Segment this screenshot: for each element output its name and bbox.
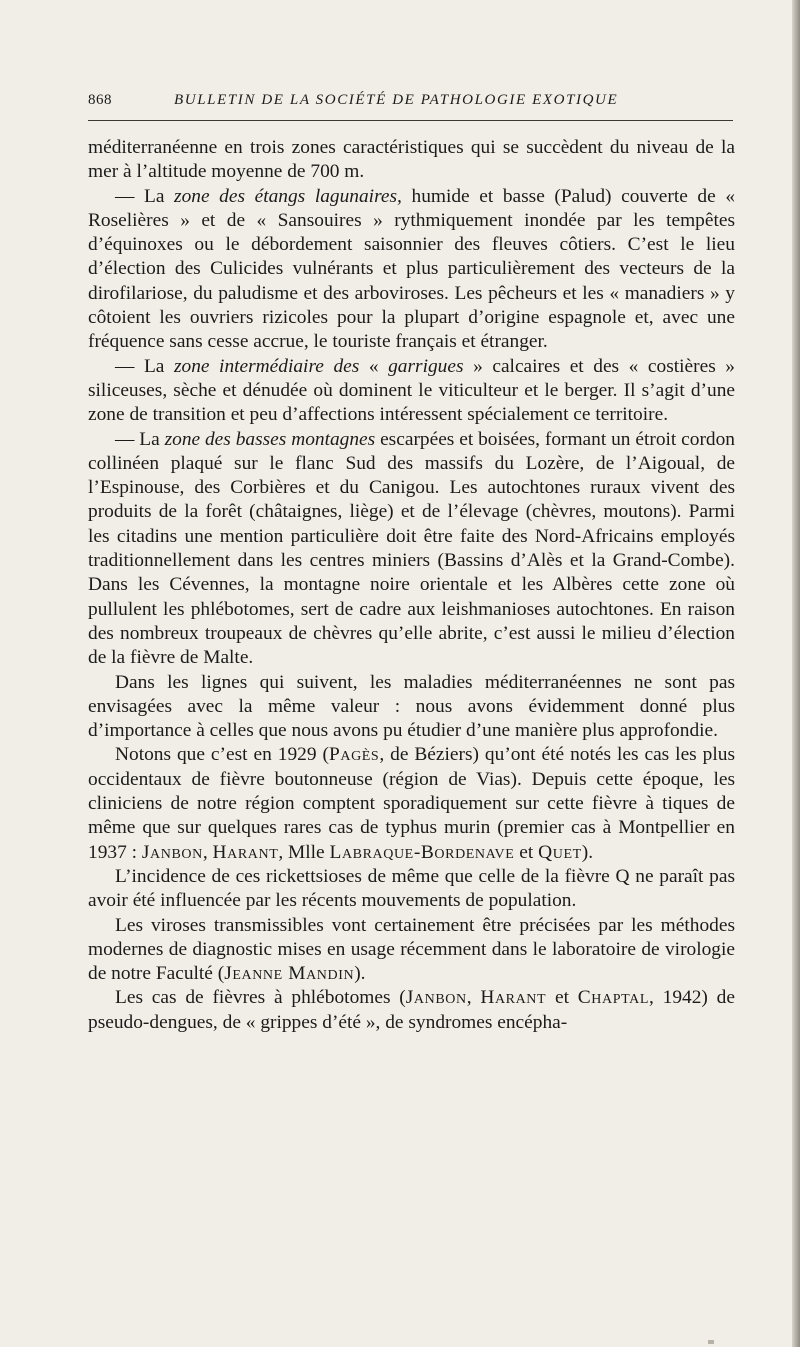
author-name: Labraque-Bordenave	[329, 841, 515, 863]
author-name: Quet	[538, 841, 582, 863]
paragraph-3-text: » calcaires et des « costières » siliceuses, sèche et dénudée où dominent le viticulteur et le berger. Il s’agit d’une zone de transition et peu d’affections intéressent spécialement ce territoire.	[88, 355, 735, 426]
text-run: , de Béziers) qu’ont été notés les cas les plus occidentaux de fièvre boutonneuse (région de Vias). Depuis cette époque, les cliniciens de notre région comptent sporadiquement sur cette fièvre à tiques de même que sur quelques rares cas de typhus murin (premier cas à Montpellier en 1937 :	[88, 744, 736, 863]
page-number: 868	[88, 92, 112, 108]
page-header	[88, 92, 733, 118]
author-name: Chaptal	[577, 987, 649, 1009]
text-run: ).	[581, 841, 594, 863]
text-run: ).	[354, 963, 366, 985]
author-name: Janbon	[405, 987, 467, 1009]
paragraph-4-mountain-zone	[88, 428, 735, 671]
paragraph-2-text: humide et basse (Palud) couverte de « Roselières » et de « Sansouires » rythmiquement inondée par les tempêtes d’équinoxes ou le débordement saisonnier des fleuves côtiers. C’est le lieu d’élection des Culicides vulnérants et plus particulièrement des vecteurs de la dirofilariose, du paludisme et des arboviroses. Les pêcheurs et les « manadiers » y côtoient les ouvriers rizicoles pour la plupart d’origine espagnole et, avec une fréquence sans cesse accrue, le touriste français et étranger.	[88, 185, 736, 353]
text-run: , 1942) de pseudo-dengues, de « grippes d’été », de syndromes encépha-	[88, 987, 735, 1033]
running-title: BULLETIN DE LA SOCIÉTÉ DE PATHOLOGIE EXOTIQUE	[174, 92, 619, 108]
body-text	[88, 136, 735, 1035]
paragraph-5: Dans les lignes qui suivent, les maladies méditerranéennes ne sont pas envisagées avec la même valeur : nous avons évidemment donné plus d’importance à celles que nous avons pu étudier d’une manière plus approfondie.	[88, 671, 735, 742]
term-intermediate-zone: zone intermédiaire des	[173, 355, 360, 377]
term-mountain-zone: zone des basses montagnes	[164, 428, 376, 450]
author-name: Harant	[480, 987, 547, 1009]
paragraph-3-intermediate-zone	[88, 355, 735, 428]
author-name: Janbon	[141, 841, 203, 863]
paragraph-1: méditerranéenne en trois zones caractéristiques qui se succèdent du niveau de la mer à l’altitude moyenne de 700 m.	[88, 137, 735, 183]
text-run: ,	[466, 987, 481, 1009]
paragraph-9	[88, 986, 735, 1035]
text-run: ,	[202, 841, 213, 863]
author-name: Jeanne Mandin	[224, 963, 355, 985]
author-name: Harant	[212, 841, 279, 863]
text-run: et	[546, 987, 578, 1009]
term-garrigues: garrigues	[388, 355, 464, 377]
paragraph-4-text: escarpées et boisées, formant un étroit cordon collinéen plaqué sur le flanc Sud des massifs du Lozère, de l’Aigoual, de l’Espinouse, des Corbières et du Canigou. Les autochtones ruraux vivent des produits de la forêt (châtaignes, liège) et de l’élevage (chèvres, moutons). Parmi les citadins une mention particulière doit être faite des Nord-Africains employés traditionnellement dans les centres miniers (Bassins d’Alès et la Grand-Combe). Dans les Cévennes, la montagne noire orientale et les Albères cette zone où pullulent les phlébotomes, sert de cadre aux leishmanioses autochtones. En raison des nombreux troupeaux de chèvres qu’elle abrite, c’est aussi le milieu d’élection de la fièvre de Malte.	[88, 428, 735, 669]
em-dash: — La	[115, 355, 174, 377]
term-lagoon-zone: zone des étangs lagunaires,	[174, 185, 402, 207]
text-run: Les cas de fièvres à phlébotomes (	[115, 987, 406, 1009]
paragraph-8	[88, 914, 735, 987]
quote-open: «	[359, 355, 389, 377]
paragraph-2-lagoon-zone	[88, 185, 735, 355]
em-dash: — La	[115, 428, 165, 450]
text-run: Notons que c’est en 1929 (	[115, 744, 329, 766]
paragraph-6	[88, 743, 735, 864]
scan-artifact	[708, 1340, 714, 1344]
page-edge-shadow	[792, 0, 800, 1347]
em-dash: — La	[115, 185, 175, 207]
paragraph-7: L’incidence de ces rickettsioses de même que celle de la fièvre Q ne paraît pas avoir été influencée par les récents mouvements de population.	[88, 865, 735, 912]
author-name: Pagès	[328, 744, 380, 766]
text-run: et	[514, 841, 539, 863]
header-rule	[88, 120, 733, 121]
text-run: , Mlle	[278, 841, 330, 863]
text-run: Les viroses transmissibles vont certainement être précisées par les méthodes modernes de diagnostic mises en usage récemment dans le laboratoire de virologie de notre Faculté (	[88, 914, 735, 985]
